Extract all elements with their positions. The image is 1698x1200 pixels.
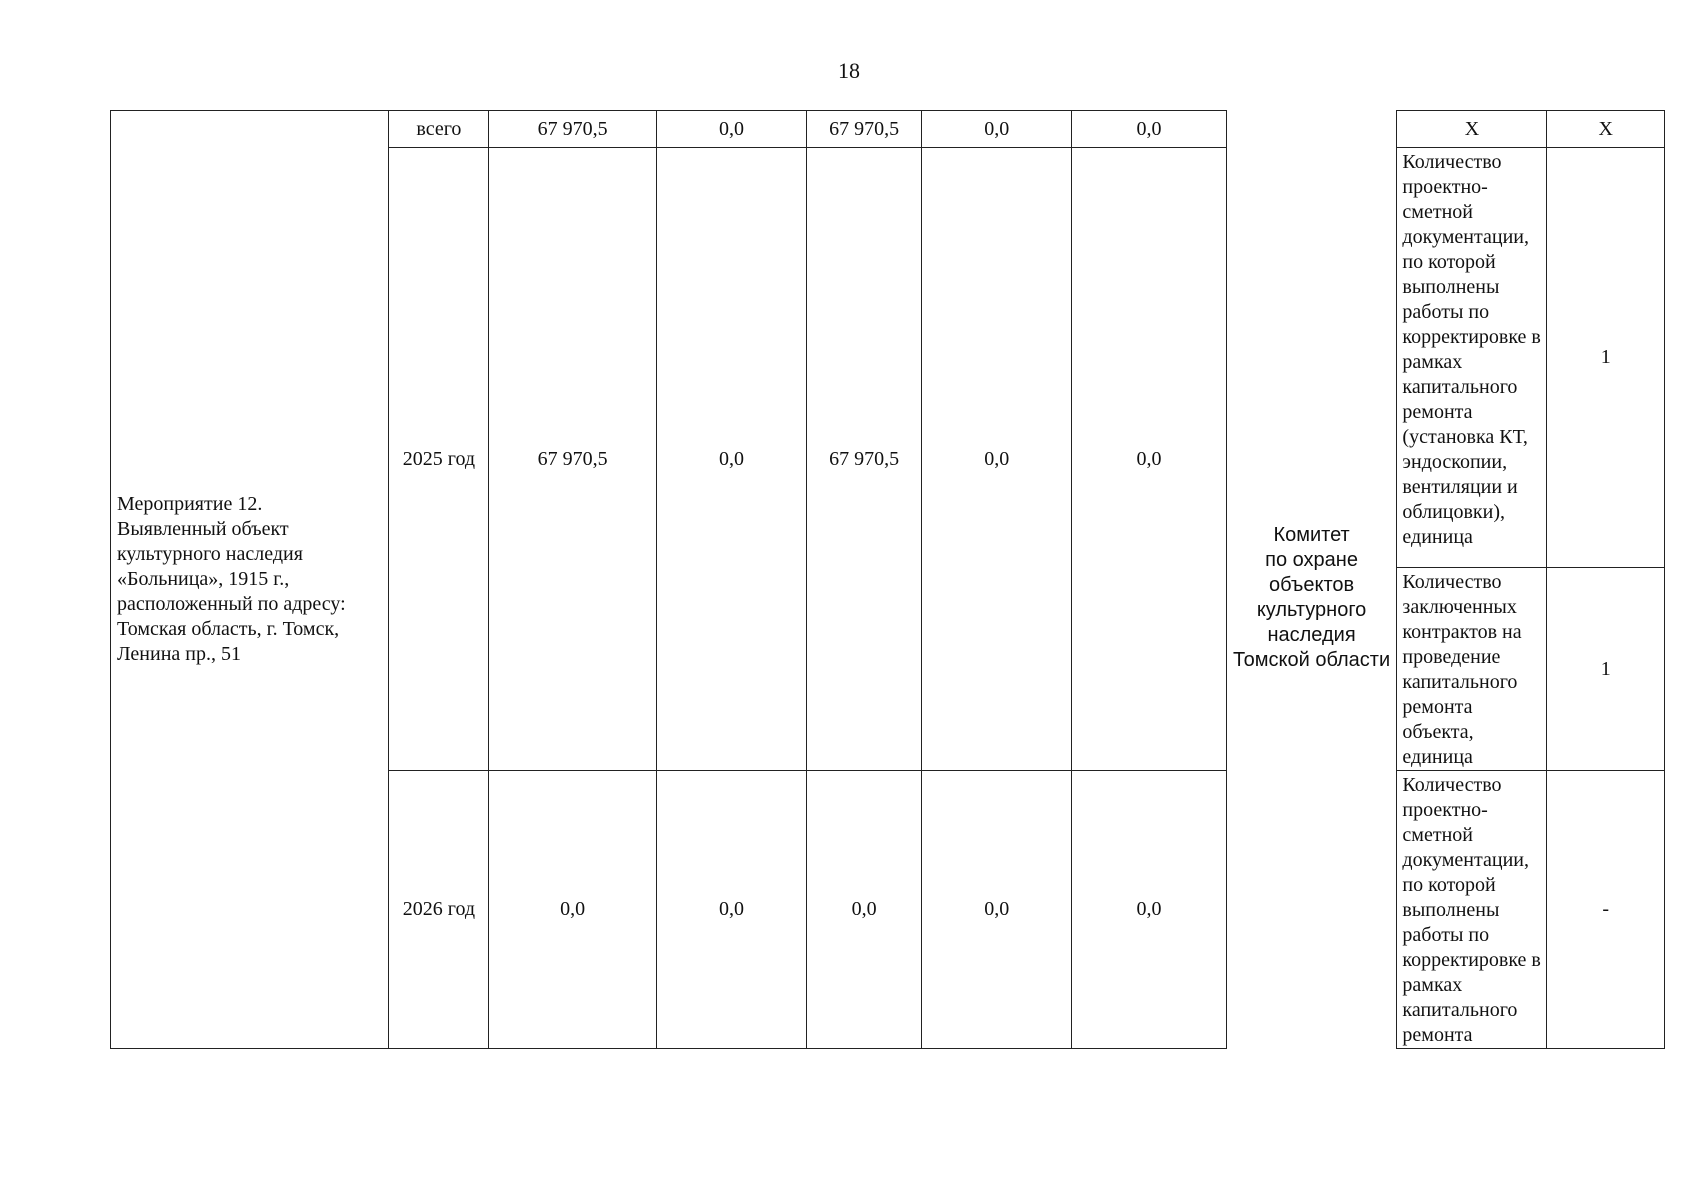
- page-number: 18: [838, 58, 860, 83]
- value-cell: 0,0: [1072, 111, 1226, 148]
- value-cell: 0,0: [806, 771, 921, 1049]
- value-cell: 67 970,5: [806, 111, 921, 148]
- indicator-name: Количество проектно-сметной документации, по которой выполнены работы по корректировке в рамках капитального ремонта (установка КТ, эндоскопии, вентиляции и облицовки), единица: [1397, 148, 1547, 568]
- event-description: Мероприятие 12. Выявленный объект культурного наследия «Больница», 1915 г., расположенный по адресу: Томская область, г. Томск, Ленина пр., 51: [111, 111, 389, 1049]
- value-cell: 0,0: [656, 148, 806, 771]
- value-cell: 0,0: [656, 111, 806, 148]
- period-cell: 2025 год: [389, 148, 489, 771]
- value-cell: 67 970,5: [489, 148, 656, 771]
- indicator-total-value: Х: [1547, 111, 1665, 148]
- value-cell: 67 970,5: [489, 111, 656, 148]
- value-cell: 67 970,5: [806, 148, 921, 771]
- value-cell: 0,0: [489, 771, 656, 1049]
- indicator-value: 1: [1547, 148, 1665, 568]
- value-cell: 0,0: [1072, 148, 1226, 771]
- value-cell: 0,0: [922, 111, 1072, 148]
- indicator-name: Количество проектно-сметной документации, по которой выполнены работы по корректировке в рамках капитального ремонта: [1397, 771, 1547, 1049]
- indicator-total-name: Х: [1397, 111, 1547, 148]
- value-cell: 0,0: [656, 771, 806, 1049]
- indicator-value: -: [1547, 771, 1665, 1049]
- value-cell: 0,0: [1072, 771, 1226, 1049]
- responsible-agency: Комитет по охране объектов культурного наследия Томской области: [1226, 148, 1397, 1049]
- period-cell: 2026 год: [389, 771, 489, 1049]
- table-gap: [1226, 111, 1397, 148]
- table-row: [111, 111, 1665, 148]
- program-table: [110, 110, 1665, 1049]
- indicator-name: Количество заключенных контрактов на проведение капитального ремонта объекта, единица: [1397, 568, 1547, 771]
- indicator-value: 1: [1547, 568, 1665, 771]
- value-cell: 0,0: [922, 148, 1072, 771]
- period-cell: всего: [389, 111, 489, 148]
- value-cell: 0,0: [922, 771, 1072, 1049]
